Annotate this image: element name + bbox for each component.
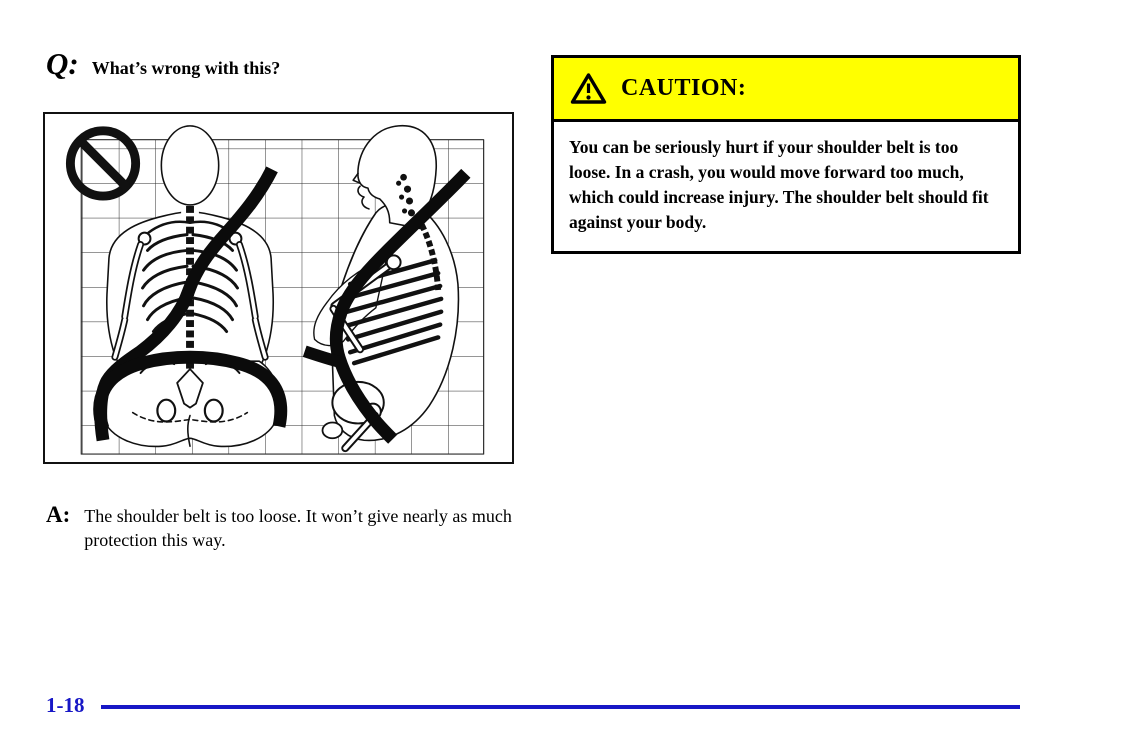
skeleton-belt-illustration [45, 114, 512, 462]
caution-header [551, 55, 1021, 122]
answer-row [46, 503, 529, 552]
page-number: 1-18 [46, 693, 85, 717]
question-text: What’s wrong with this? [91, 58, 281, 78]
question-row [46, 48, 280, 79]
answer-prefix: A: [46, 502, 71, 527]
warning-triangle-icon [570, 72, 607, 105]
caution-box [551, 55, 1021, 254]
footer-divider-rule [101, 705, 1020, 709]
caution-title: CAUTION: [621, 75, 747, 101]
answer-text: The shoulder belt is too loose. It won’t give nearly as much protection this way. [84, 506, 512, 550]
question-prefix: Q: [46, 46, 79, 81]
illustration-frame [43, 112, 514, 464]
caution-body-text: You can be seriously hurt if your shoulder belt is too loose. In a crash, you would move forward too much, which could increase injury. The shoulder belt should fit against your body. [551, 119, 1021, 254]
